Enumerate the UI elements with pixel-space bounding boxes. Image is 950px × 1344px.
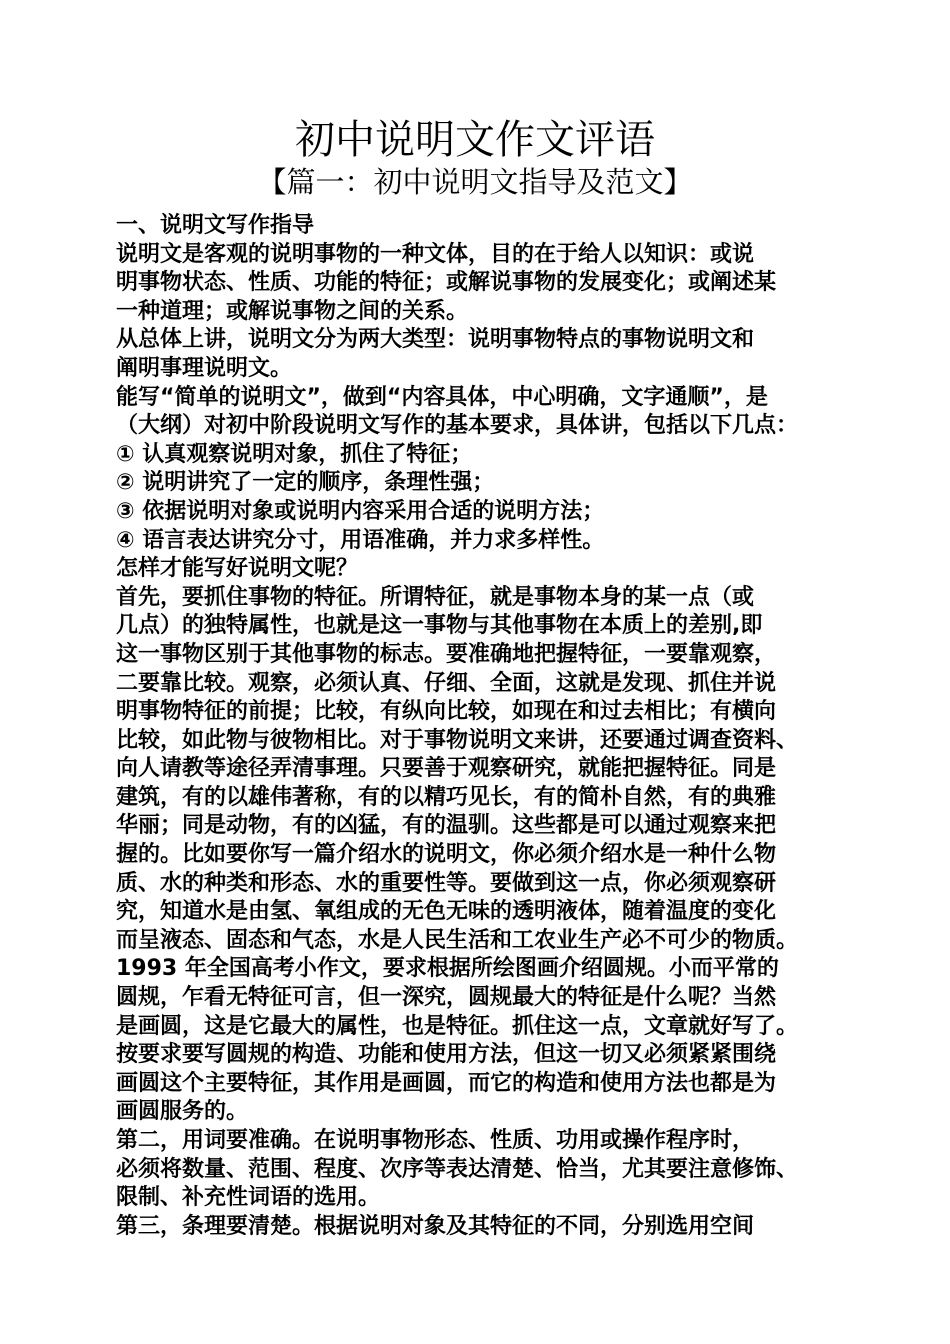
body-line: 画圆这个主要特征，其作用是画圆，而它的构造和使用方法也都是为 (116, 1070, 777, 1096)
body-line: 华丽；同是动物，有的凶猛，有的温驯。这些都是可以通过观察来把 (116, 813, 777, 839)
body-line: 握的。比如要你写一篇介绍水的说明文，你必须介绍水是一种什么物 (116, 842, 777, 868)
document-subtitle: 【篇一：初中说明文指导及范文】 (257, 165, 693, 199)
body-line: 是画圆，这是它最大的属性，也是特征。抓住这一点，文章就好写了。 (116, 1013, 799, 1039)
list-item: ① 认真观察说明对象，抓住了特征； (116, 441, 473, 467)
body-line: 首先，要抓住事物的特征。所谓特征，就是事物本身的某一点（或 (116, 584, 755, 610)
body-line: 这一事物区别于其他事物的标志。要准确地把握特征，一要靠观察， (116, 641, 777, 667)
body-line: 画圆服务的。 (116, 1099, 249, 1125)
body-line: 几点）的独特属性，也就是这一事物与其他事物在本质上的差别,即 (116, 613, 763, 639)
body-line: 圆规，乍看无特征可言，但一深究，圆规最大的特征是什么呢？当然 (116, 985, 777, 1011)
body-line: 第三，条理要清楚。根据说明对象及其特征的不同，分别选用空间 (116, 1213, 755, 1239)
body-line: 究，知道水是由氢、氧组成的无色无味的透明液体，随着温度的变化 (116, 899, 777, 925)
body-line: 从总体上讲，说明文分为两大类型：说明事物特点的事物说明文和 (116, 327, 755, 353)
body-line: 明事物状态、性质、功能的特征；或解说事物的发展变化；或阐述某 (116, 270, 777, 296)
body-line: （大纲）对初中阶段说明文写作的基本要求，具体讲，包括以下几点： (116, 413, 799, 439)
list-item: ② 说明讲究了一定的顺序，条理性强； (116, 470, 495, 496)
body-line: 二要靠比较。观察，必须认真、仔细、全面，这就是发现、抓住并说 (116, 670, 777, 696)
body-line: 质、水的种类和形态、水的重要性等。要做到这一点，你必须观察研 (116, 870, 777, 896)
body-line: 而呈液态、固态和气态，水是人民生活和工农业生产必不可少的物质。 (116, 927, 799, 953)
body-line: 说明文是客观的说明事物的一种文体，目的在于给人以知识：或说 (116, 241, 755, 267)
body-line: 阐明事理说明文。 (116, 355, 293, 381)
body-line: 一种道理；或解说事物之间的关系。 (116, 298, 469, 324)
body-line: 能写“简单的说明文”，做到“内容具体，中心明确，文字通顺”，是 (116, 384, 768, 410)
body-line: 必须将数量、范围、程度、次序等表达清楚、恰当，尤其要注意修饰、 (116, 1156, 799, 1182)
list-item: ③ 依据说明对象或说明内容采用合适的说明方法； (116, 498, 605, 524)
body-line: 按要求要写圆规的构造、功能和使用方法，但这一切又必须紧紧围绕 (116, 1042, 777, 1068)
body-line: 向人请教等途径弄清事理。只要善于观察研究，就能把握特征。同是 (116, 756, 777, 782)
body-line: 比较，如此物与彼物相比。对于事物说明文来讲，还要通过调查资料、 (116, 727, 799, 753)
document-body (116, 212, 856, 1241)
body-line: 建筑，有的以雄伟著称，有的以精巧见长，有的简朴自然，有的典雅 (116, 784, 777, 810)
body-line: 怎样才能写好说明文呢？ (116, 556, 359, 582)
body-line: 限制、补充性词语的选用。 (116, 1185, 381, 1211)
body-line: 第二，用词要准确。在说明事物形态、性质、功用或操作程序时， (116, 1128, 755, 1153)
list-item: ④ 语言表达讲究分寸，用语准确，并力求多样性。 (116, 527, 605, 553)
body-line: 1993 年全国高考小作文，要求根据所绘图画介绍圆规。小而平常的 (116, 956, 779, 982)
body-line: 明事物特征的前提；比较，有纵向比较，如现在和过去相比；有横向 (116, 699, 777, 725)
document-title: 初中说明文作文评语 (295, 117, 655, 163)
section-heading: 一、说明文写作指导 (116, 213, 315, 238)
